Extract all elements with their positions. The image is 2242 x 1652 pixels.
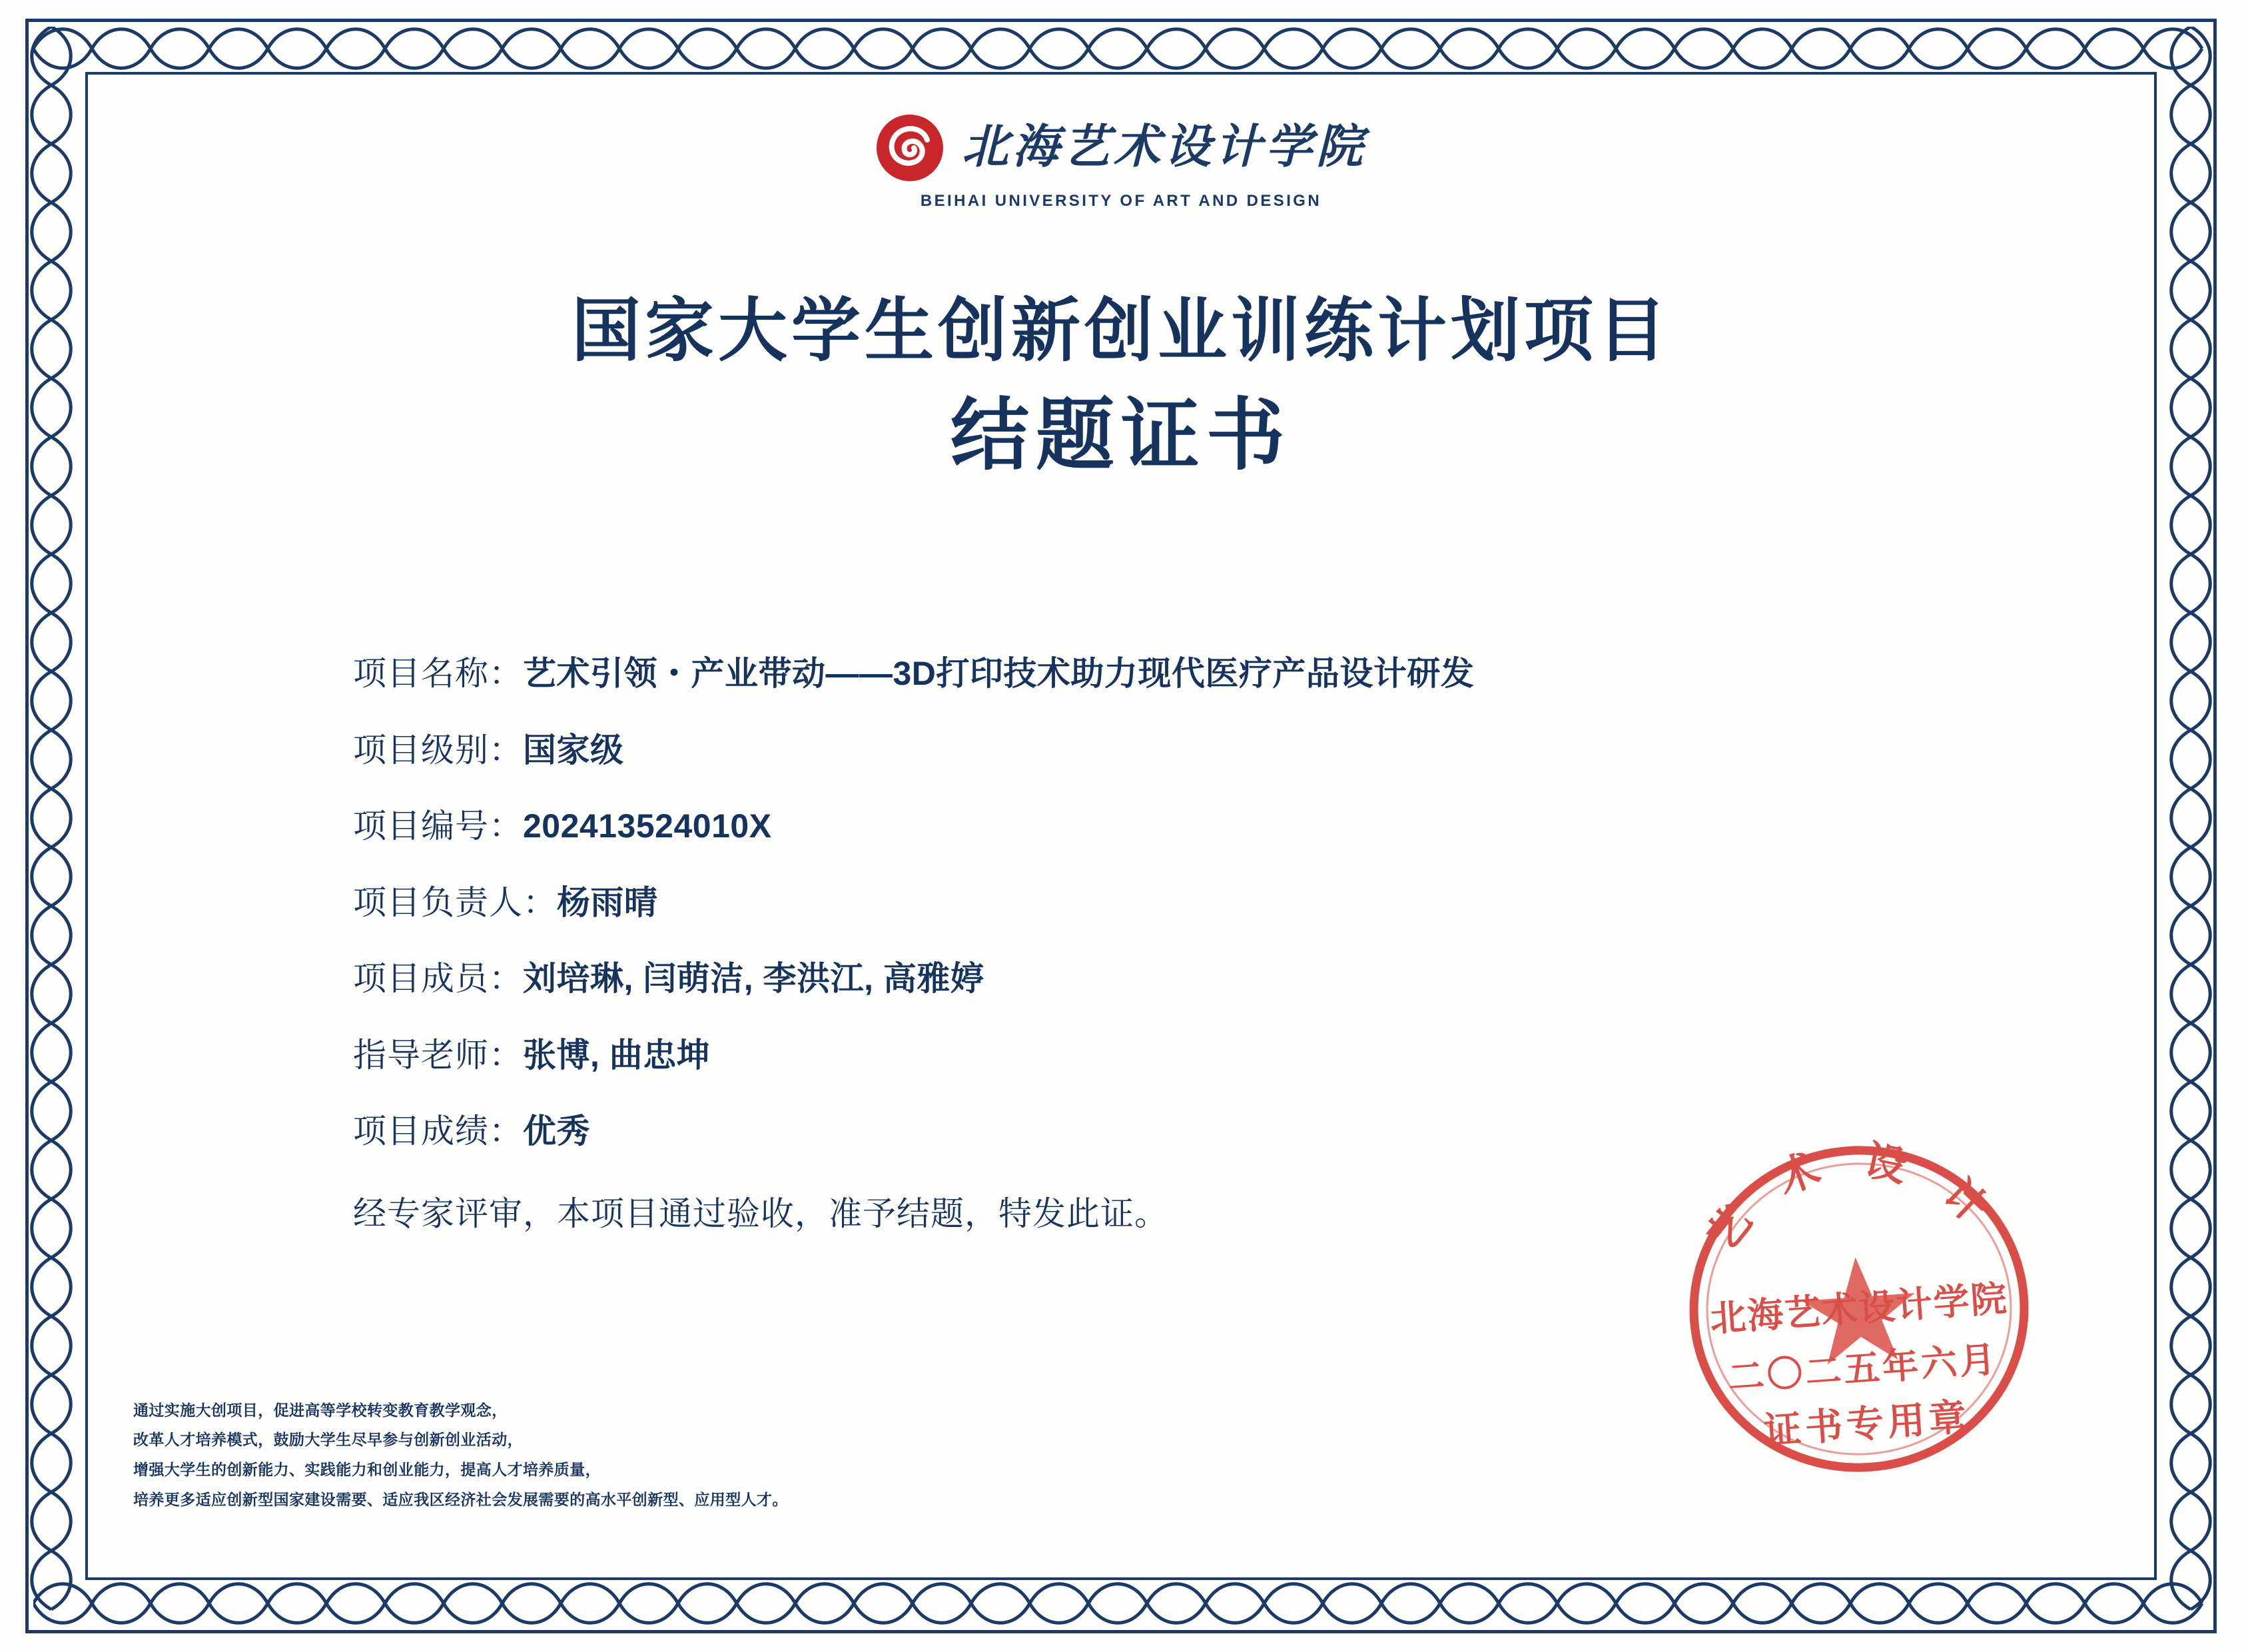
field-advisors: [353, 1034, 2042, 1076]
footnote-line-4: 培养更多适应创新型国家建设需要、适应我区经济社会发展需要的高水平创新型、应用型人才。: [133, 1491, 788, 1509]
field-project-name: [353, 653, 2042, 695]
institution-name-en: BEIHAI UNIVERSITY OF ART AND DESIGN: [920, 192, 1322, 210]
field-label: 项目编号：: [353, 807, 523, 845]
seal-date: 二〇二五年六月: [1726, 1339, 2000, 1398]
field-label: 项目成员：: [353, 960, 523, 997]
rope-pattern-right: [2169, 27, 2213, 1625]
field-value: 刘培琳, 闫萌洁, 李洪江, 高雅婷: [523, 960, 984, 997]
seal-center-name: 北海艺术设计学院: [1708, 1278, 2010, 1340]
field-label: 项目负责人：: [353, 883, 557, 921]
institution-header: [0, 113, 2242, 210]
logo-row: [875, 113, 1367, 183]
rope-pattern-top: [33, 27, 2209, 71]
page-subtitle: 结题证书: [950, 392, 1292, 480]
rope-pattern-bottom: [33, 1581, 2209, 1625]
institution-name-cn: 北海艺术设计学院: [962, 122, 1367, 173]
footnote-line-1: 通过实施大创项目，促进高等学校转变教育教学观念，: [133, 1402, 508, 1419]
footnote-block: [133, 1396, 788, 1515]
field-value: 国家级: [523, 731, 624, 769]
svg-text:艺 术 设 计: [1694, 1129, 2008, 1262]
footnote-line-2: 改革人才培养模式，鼓励大学生尽早参与创新创业活动，: [133, 1432, 523, 1449]
field-project-leader: [353, 882, 2042, 924]
field-project-members: [353, 958, 2042, 1000]
field-value: 张博, 曲忠坤: [523, 1036, 711, 1074]
field-label: 项目成绩：: [353, 1112, 523, 1150]
field-label: 指导老师：: [353, 1036, 523, 1074]
rope-pattern-left: [29, 27, 73, 1625]
swirl-logo-icon: [875, 113, 944, 183]
page-title: 国家大学生创新创业训练计划项目: [571, 293, 1671, 370]
seal-outer-text: 艺 术 设 计: [1699, 1138, 2006, 1259]
field-value: 艺术引领・产业带动——3D打印技术助力现代医疗产品设计研发: [523, 655, 1475, 692]
seal-bottom-text: 证书专用章: [1762, 1396, 1972, 1453]
field-project-level: [353, 729, 2042, 771]
footnote-line-3: 增强大学生的创新能力、实践能力和创业能力，提高人才培养质量，: [133, 1461, 601, 1479]
official-seal: [1639, 1095, 2079, 1523]
certificate-title-block: [0, 286, 2242, 489]
field-value: 202413524010X: [523, 807, 772, 845]
field-value: 杨雨晴: [557, 883, 658, 921]
field-project-number: [353, 805, 2042, 847]
field-label: 项目级别：: [353, 731, 523, 769]
field-value: 优秀: [523, 1112, 590, 1150]
approval-statement: 经专家评审，本项目通过验收，准予结题，特发此证。: [353, 1194, 1168, 1232]
field-label: 项目名称：: [353, 655, 523, 692]
